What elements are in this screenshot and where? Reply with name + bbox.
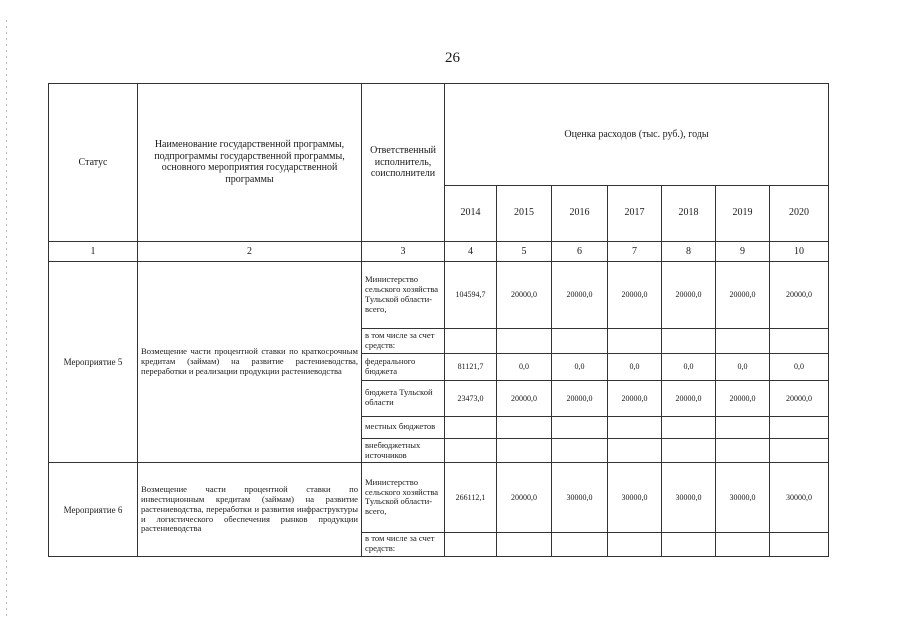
value-cell: 23473,0 — [445, 380, 497, 416]
executor-cell: в том числе за счет средств: — [362, 532, 445, 556]
header-status: Статус — [49, 84, 138, 242]
year-2017: 2017 — [608, 185, 662, 241]
value-cell — [497, 438, 552, 462]
year-2014: 2014 — [445, 185, 497, 241]
value-cell — [445, 416, 497, 438]
value-cell: 30000,0 — [716, 463, 770, 532]
value-cell: 266112,1 — [445, 463, 497, 532]
value-cell: 0,0 — [662, 353, 716, 380]
column-number: 7 — [608, 241, 662, 261]
executor-cell: Министерство сельского хозяйства Тульской области- всего, — [362, 262, 445, 329]
value-cell: 30000,0 — [608, 463, 662, 532]
measure-name: Возмещение части процентной ставки по краткосрочным кредитам (займам) на развитие растениеводства, переработки и реализации продукции растениеводства — [138, 262, 362, 463]
value-cell — [770, 438, 829, 462]
column-number: 3 — [362, 241, 445, 261]
value-cell: 30000,0 — [552, 463, 608, 532]
year-2015: 2015 — [497, 185, 552, 241]
executor-cell: Министерство сельского хозяйства Тульской области- всего, — [362, 463, 445, 532]
measure-status: Мероприятие 6 — [49, 463, 138, 557]
value-cell: 20000,0 — [770, 262, 829, 329]
value-cell: 0,0 — [608, 353, 662, 380]
column-number: 4 — [445, 241, 497, 261]
value-cell: 20000,0 — [552, 262, 608, 329]
header-row-1 — [49, 84, 829, 186]
value-cell: 20000,0 — [497, 463, 552, 532]
scan-edge-marks — [6, 20, 7, 620]
value-cell: 0,0 — [552, 353, 608, 380]
year-2019: 2019 — [716, 185, 770, 241]
value-cell: 0,0 — [770, 353, 829, 380]
value-cell — [552, 416, 608, 438]
executor-cell: в том числе за счет средств: — [362, 329, 445, 353]
value-cell — [445, 438, 497, 462]
column-number: 6 — [552, 241, 608, 261]
value-cell: 104594,7 — [445, 262, 497, 329]
value-cell — [716, 416, 770, 438]
value-cell — [497, 532, 552, 556]
value-cell: 30000,0 — [662, 463, 716, 532]
executor-cell: внебюджетных источников — [362, 438, 445, 462]
value-cell — [608, 438, 662, 462]
value-cell: 20000,0 — [716, 262, 770, 329]
page-number: 26 — [445, 50, 460, 66]
measure-status: Мероприятие 5 — [49, 262, 138, 463]
value-cell — [445, 532, 497, 556]
value-cell — [497, 329, 552, 353]
header-estimate: Оценка расходов (тыс. руб.), годы — [445, 84, 829, 186]
year-2018: 2018 — [662, 185, 716, 241]
value-cell — [770, 329, 829, 353]
header-name: Наименование государственной программы, подпрограммы государственной программы, основного мероприятия государственной программы — [138, 84, 362, 242]
value-cell — [662, 416, 716, 438]
value-cell — [552, 438, 608, 462]
value-cell: 20000,0 — [662, 380, 716, 416]
value-cell — [716, 329, 770, 353]
value-cell: 30000,0 — [770, 463, 829, 532]
table-row — [49, 262, 829, 329]
executor-cell: местных бюджетов — [362, 416, 445, 438]
value-cell — [608, 416, 662, 438]
value-cell — [552, 532, 608, 556]
year-2020: 2020 — [770, 185, 829, 241]
year-2016: 2016 — [552, 185, 608, 241]
value-cell — [445, 329, 497, 353]
value-cell — [716, 438, 770, 462]
value-cell — [662, 329, 716, 353]
value-cell — [552, 329, 608, 353]
executor-cell: бюджета Тульской области — [362, 380, 445, 416]
value-cell — [608, 329, 662, 353]
value-cell: 20000,0 — [608, 380, 662, 416]
budget-table — [48, 83, 829, 557]
table-row — [49, 463, 829, 532]
value-cell: 20000,0 — [716, 380, 770, 416]
value-cell — [497, 416, 552, 438]
value-cell: 20000,0 — [608, 262, 662, 329]
value-cell — [716, 532, 770, 556]
value-cell — [662, 532, 716, 556]
column-number-row — [49, 241, 829, 261]
value-cell: 20000,0 — [497, 262, 552, 329]
value-cell: 20000,0 — [497, 380, 552, 416]
column-number: 1 — [49, 241, 138, 261]
budget-table-container — [48, 83, 828, 557]
column-number: 8 — [662, 241, 716, 261]
measure-name: Возмещение части процентной ставки по инвестиционным кредитам (займам) на развитие растениеводства, переработки и развития инфраструктуры и логистического обеспечения рынков продукции растениеводства — [138, 463, 362, 557]
value-cell — [608, 532, 662, 556]
value-cell: 0,0 — [716, 353, 770, 380]
value-cell — [770, 532, 829, 556]
value-cell: 81121,7 — [445, 353, 497, 380]
value-cell: 20000,0 — [552, 380, 608, 416]
column-number: 9 — [716, 241, 770, 261]
header-executor: Ответственный исполнитель, соисполнители — [362, 84, 445, 242]
column-number: 10 — [770, 241, 829, 261]
value-cell: 0,0 — [497, 353, 552, 380]
column-number: 2 — [138, 241, 362, 261]
value-cell: 20000,0 — [770, 380, 829, 416]
column-number: 5 — [497, 241, 552, 261]
executor-cell: федерального бюджета — [362, 353, 445, 380]
value-cell: 20000,0 — [662, 262, 716, 329]
value-cell — [662, 438, 716, 462]
value-cell — [770, 416, 829, 438]
